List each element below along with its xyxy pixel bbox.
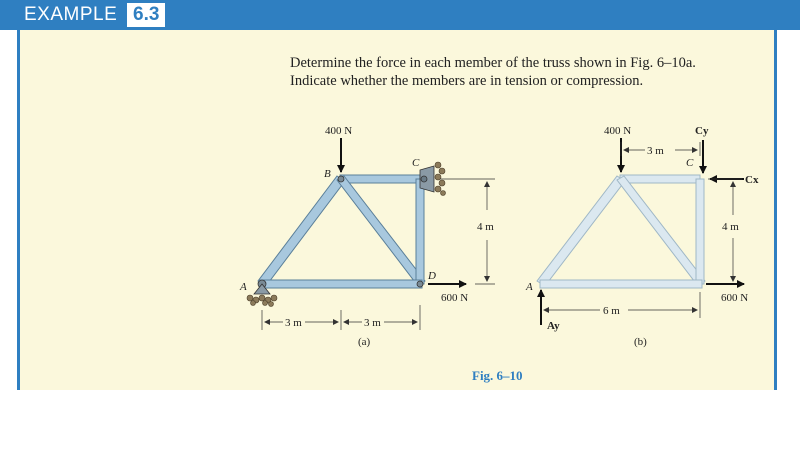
sub-label-b: (b) [634, 336, 647, 348]
joint-c-label-b: C [686, 157, 694, 169]
problem-line-2: Indicate whether the members are in tension or compression. [290, 73, 644, 89]
support-a-ground [247, 295, 277, 307]
problem-line-1: Determine the force in each member of the truss shown in Fig. 6–10a. [290, 55, 696, 71]
joint-d-pin [417, 281, 423, 287]
member-ad [260, 280, 422, 288]
figure-a [239, 125, 495, 348]
member-cd-b [696, 179, 704, 284]
joint-b-pin [338, 176, 344, 182]
span-dim-label-b: 6 m [603, 305, 620, 317]
joint-c-pin [421, 176, 427, 182]
reaction-cx-label: Cx [745, 174, 759, 186]
joint-c-label-a: C [412, 157, 420, 169]
reaction-cy-label: Cy [695, 125, 709, 137]
member-ab-b [537, 176, 625, 286]
member-bd-b [617, 176, 705, 286]
member-bc [340, 175, 420, 183]
reaction-ay-label: Ay [547, 320, 560, 332]
height-dim-label-b: 4 m [722, 221, 739, 233]
member-bd [337, 176, 425, 286]
member-ab [258, 176, 345, 286]
span-dimension-b [544, 292, 700, 318]
dim-top-label-b: 3 m [647, 145, 664, 157]
example-number: 6.3 [127, 3, 165, 27]
member-ad-b [540, 280, 702, 288]
load-400-label-b: 400 N [604, 125, 632, 137]
load-600-label-a: 600 N [441, 292, 469, 304]
joint-d-label-a: D [428, 270, 436, 282]
sub-label-a: (a) [358, 336, 371, 348]
joint-a-label-a: A [240, 281, 247, 293]
figure-caption: Fig. 6–10 [472, 368, 523, 383]
joint-a-label-b: A [526, 281, 533, 293]
joint-b-label-a: B [324, 168, 331, 180]
height-dim-label-a: 4 m [477, 221, 494, 233]
example-label: EXAMPLE [24, 4, 118, 25]
dim-right-label-a: 3 m [364, 317, 381, 329]
member-cd [416, 179, 424, 284]
dim-left-label-a: 3 m [285, 317, 302, 329]
load-600-label-b: 600 N [721, 292, 749, 304]
figure-b [525, 125, 759, 348]
member-bc-b [620, 175, 700, 183]
load-400-label-a: 400 N [325, 125, 353, 137]
